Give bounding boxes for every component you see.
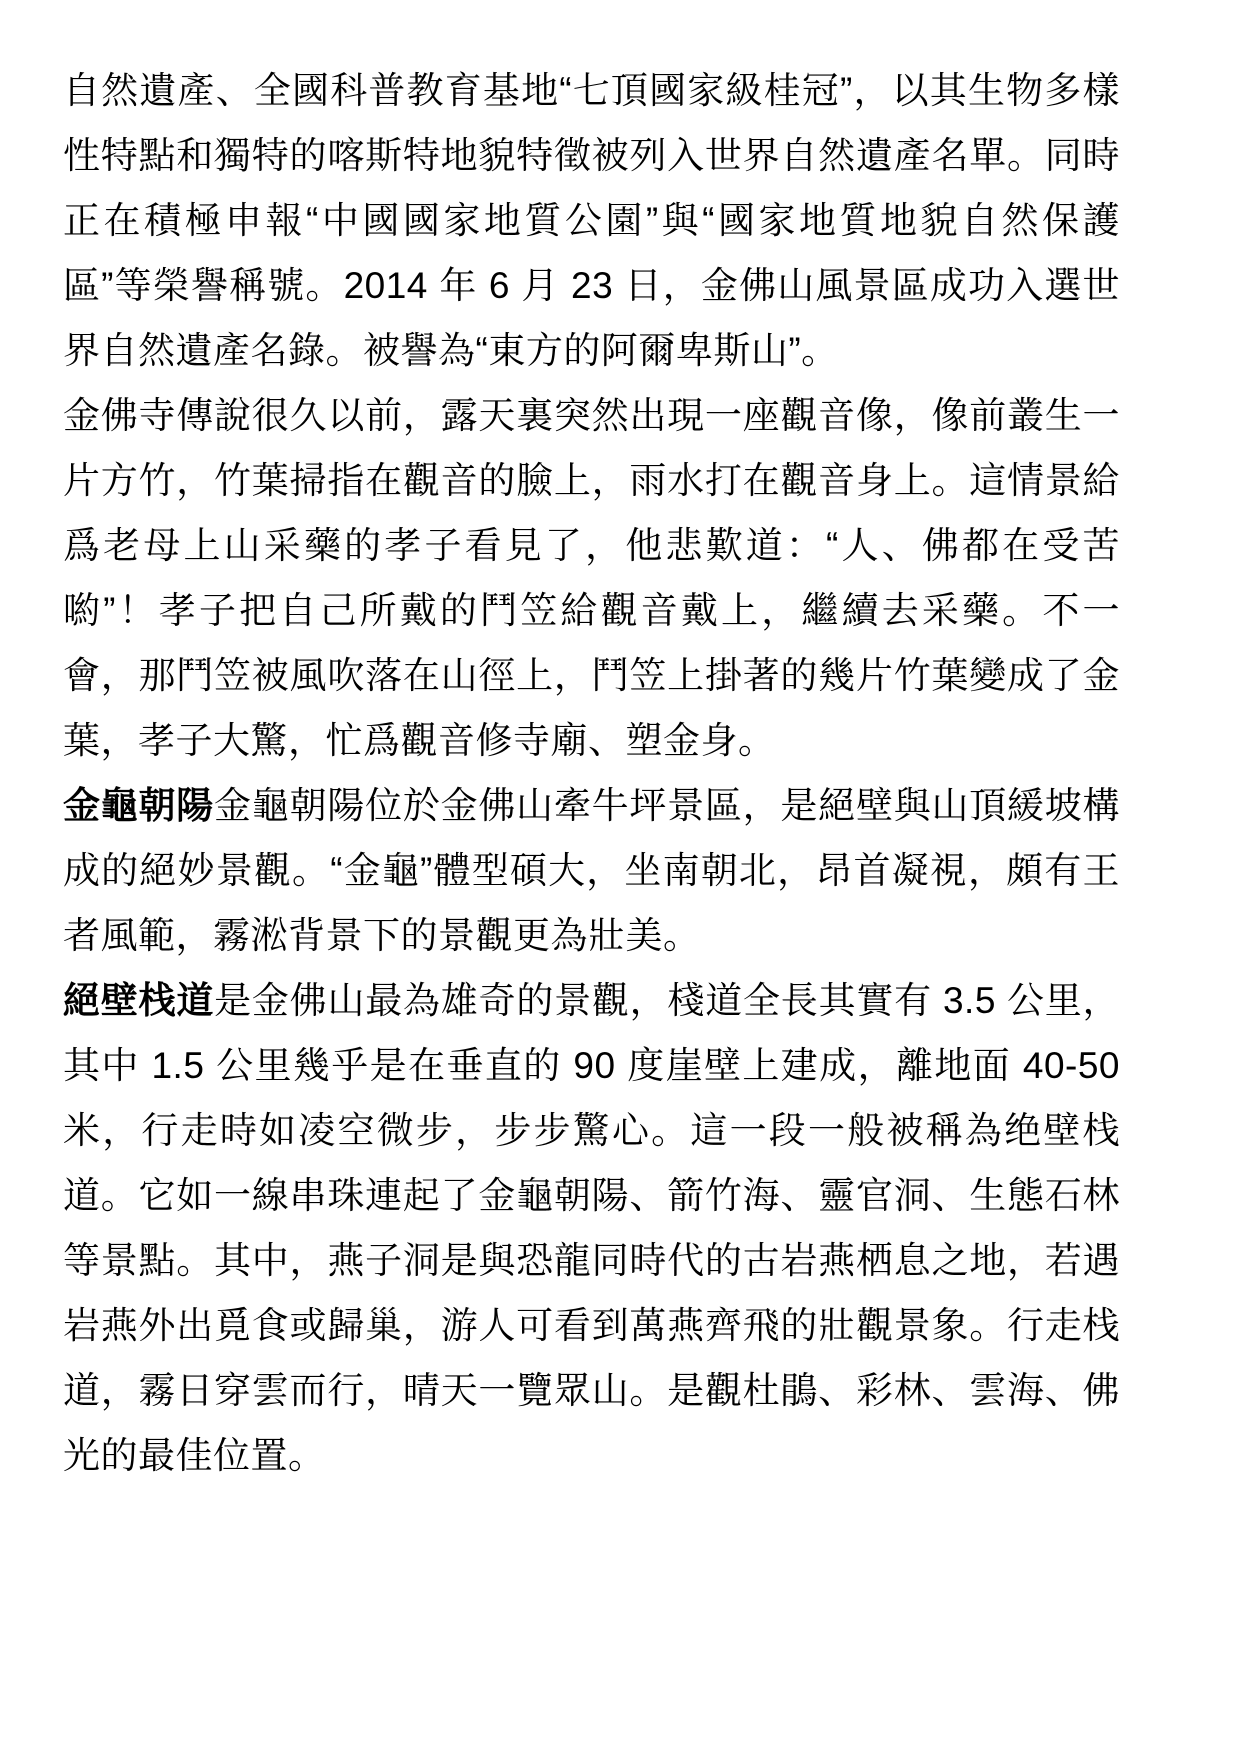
paragraph-lead: 絕壁栈道 [63,980,215,1021]
paragraph-body: 金佛寺傳說很久以前，露天裏突然出現一座觀音像，像前叢生一片方竹，竹葉掃指在觀音的臉上，雨水打在觀音身上。這情景給爲老母上山采藥的孝子看見了，他悲歎道：“人、佛都在受苦喲”！孝子把自己所戴的鬥笠給觀音戴上，繼續去采藥。不一會，那鬥笠被風吹落在山徑上，鬥笠上掛著的幾片竹葉變成了金葉，孝子大驚，忙爲觀音修寺廟、塑金身。 [63,395,1120,761]
paragraph [63,383,1120,773]
paragraph [63,773,1120,968]
paragraph [63,58,1120,383]
text-content [63,58,1120,1488]
paragraph [63,968,1120,1488]
paragraph-lead: 金龜朝陽 [63,785,215,826]
paragraph-body: 是金佛山最為雄奇的景觀，棧道全長其實有 3.5 公里，其中 1.5 公里幾乎是在垂直的 90 度崖壁上建成，離地面 40-50 米，行走時如凌空微步，步步驚心。這一段一般被稱為绝壁栈道。它如一線串珠連起了金龜朝陽、箭竹海、靈官洞、生態石林等景點。其中，燕子洞是與恐龍同時代的古岩燕栖息之地，若遇岩燕外出覓食或歸巢，游人可看到萬燕齊飛的壯觀景象。行走栈道，霧日穿雲而行，晴天一覽眾山。是觀杜鵑、彩林、雲海、佛光的最佳位置。 [63,980,1121,1476]
paragraph-body: 自然遺產、全國科普教育基地“七頂國家級桂冠”，以其生物多樣性特點和獨特的喀斯特地貌特徵被列入世界自然遺產名單。同時正在積極申報“中國國家地質公園”與“國家地質地貌自然保護區”等榮譽稱號。2014 年 6 月 23 日，金佛山風景區成功入選世界自然遺產名錄。被譽為“東方的阿爾卑斯山”。 [63,70,1120,371]
paragraph-body: 金龜朝陽位於金佛山牽牛坪景區，是絕壁與山頂緩坡構成的絕妙景觀。“金龜”體型碩大，坐南朝北，昂首凝視，頗有王者風範，霧淞背景下的景觀更為壯美。 [63,785,1121,956]
